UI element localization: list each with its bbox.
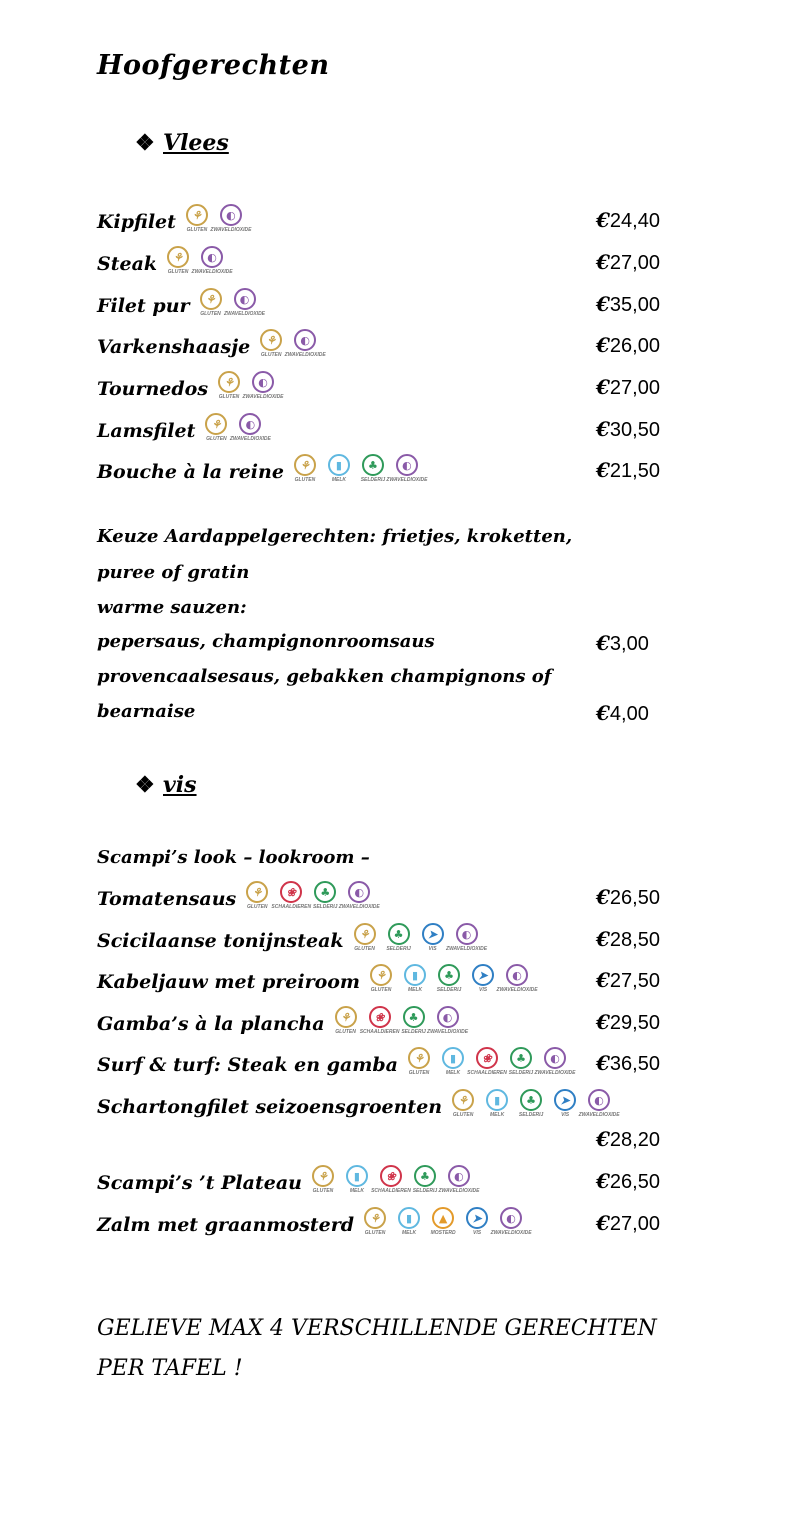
allergen-caption: GLUTEN (206, 436, 227, 442)
zwavel-icon: ◐ (437, 1006, 459, 1028)
allergen-caption: GLUTEN (408, 1070, 430, 1076)
zwavel-icon: ◐ (239, 413, 261, 435)
allergen-caption: ZWAVELDIOXIDE (446, 946, 488, 952)
gluten-allergen-icon (256, 329, 286, 358)
zwavel-icon: ◐ (294, 329, 316, 351)
schaal-allergen-icon (467, 1047, 507, 1076)
allergen-caption: ZWAVELDIOXIDE (191, 269, 233, 275)
selderij-icon: ♣ (510, 1047, 532, 1069)
gluten-icon: ⚘ (260, 329, 282, 351)
menu-item-row (97, 330, 677, 364)
allergen-caption: GLUTEN (200, 311, 221, 317)
allergen-caption: ZWAVELDIOXIDE (534, 1070, 576, 1076)
dish-name: Kipfilet (97, 211, 176, 233)
allergen-caption: GLUTEN (312, 1188, 334, 1194)
zwavel-allergen-icon (438, 1165, 480, 1194)
section-vis-heading (135, 772, 197, 798)
zwavel-allergen-icon (427, 1006, 469, 1035)
gluten-icon: ⚘ (246, 881, 268, 903)
selderij-allergen-icon (399, 1006, 429, 1035)
allergen-caption: GLUTEN (260, 352, 282, 358)
vis-allergen-icon (418, 923, 448, 952)
gluten-allergen-icon (201, 413, 231, 442)
melk-allergen-icon (400, 964, 430, 993)
sides-line: Keuze Aardappelgerechten: frietjes, kroketten, (97, 526, 573, 547)
dish-name: Surf & turf: Steak en gamba (97, 1054, 398, 1076)
dish-name: Tomatensaus (97, 888, 237, 910)
gluten-icon: ⚘ (335, 1006, 357, 1028)
dish-name: Bouche à la reine (97, 461, 284, 483)
zwavel-icon: ◐ (252, 371, 274, 393)
schaal-icon: ❀ (380, 1165, 402, 1187)
allergen-caption: VIS (561, 1112, 570, 1118)
menu-item-name (97, 371, 284, 400)
schaal-allergen-icon (271, 881, 312, 910)
allergen-caption: MELK (490, 1112, 505, 1118)
gluten-icon: ⚘ (408, 1047, 430, 1069)
allergen-icons (448, 1089, 620, 1118)
allergen-caption: GLUTEN (186, 227, 208, 233)
sides-line: pepersaus, champignonroomsaus (97, 631, 435, 652)
dish-name: Schartongfilet seizoensgroenten (97, 1096, 443, 1118)
allergen-caption: MELK (445, 1070, 461, 1076)
zwavel-allergen-icon (242, 371, 284, 400)
menu-item-row (97, 1048, 677, 1082)
menu-item-row (97, 965, 677, 999)
gluten-icon: ⚘ (167, 246, 189, 268)
notice-line: PER TAFEL ! (97, 1356, 243, 1381)
schaal-allergen-icon (371, 1165, 411, 1194)
zwavel-icon: ◐ (396, 454, 418, 476)
gluten-allergen-icon (163, 246, 193, 275)
sides-price: €4,00 (596, 701, 649, 725)
selderij-icon: ♣ (314, 881, 336, 903)
dish-name: Zalm met graanmosterd (97, 1214, 355, 1236)
menu-item-name (97, 923, 488, 952)
gluten-allergen-icon (350, 923, 380, 952)
gluten-allergen-icon (360, 1207, 390, 1236)
melk-icon: ▮ (346, 1165, 368, 1187)
zwavel-allergen-icon (496, 964, 538, 993)
allergen-caption: GLUTEN (246, 904, 268, 910)
menu-item-row (97, 455, 677, 489)
menu-item-row (97, 247, 677, 281)
menu-item-name (97, 454, 428, 483)
zwavel-allergen-icon (386, 454, 428, 483)
zwavel-allergen-icon (224, 288, 266, 317)
allergen-caption: SCHAALDIEREN (359, 1029, 400, 1035)
menu-item-row (97, 882, 677, 916)
gluten-icon: ⚘ (370, 964, 392, 986)
allergen-caption: SCHAALDIEREN (271, 904, 312, 910)
gluten-icon: ⚘ (452, 1089, 474, 1111)
menu-item-name (97, 1207, 532, 1236)
menu-item-row (97, 205, 677, 239)
allergen-caption: ZWAVELDIOXIDE (496, 987, 538, 993)
allergen-caption: GLUTEN (167, 269, 189, 275)
menu-item-row (97, 924, 677, 958)
dish-name: Scicilaanse tonijnsteak (97, 930, 344, 952)
allergen-caption: SELDERIJ (508, 1070, 534, 1076)
zwavel-icon: ◐ (201, 246, 223, 268)
menu-item-row (97, 372, 677, 406)
dish-name: Gamba’s à la plancha (97, 1013, 325, 1035)
melk-icon: ▮ (398, 1207, 420, 1229)
allergen-caption: MELK (349, 1188, 365, 1194)
vis-icon: ➤ (554, 1089, 576, 1111)
allergen-caption: GLUTEN (370, 987, 392, 993)
dish-name: Steak (97, 253, 158, 275)
allergen-icons (201, 413, 271, 442)
zwavel-allergen-icon (191, 246, 233, 275)
allergen-caption: ZWAVELDIOXIDE (490, 1230, 532, 1236)
zwavel-allergen-icon (490, 1207, 532, 1236)
menu-item-name (97, 1006, 469, 1035)
zwavel-icon: ◐ (500, 1207, 522, 1229)
selderij-allergen-icon (358, 454, 388, 483)
menu-item-row (97, 1124, 677, 1158)
mosterd-icon: ▲ (432, 1207, 454, 1229)
selderij-allergen-icon (434, 964, 464, 993)
vis-allergen-icon (550, 1089, 580, 1118)
dish-name: Tournedos (97, 378, 209, 400)
menu-item-price: €28,20 (596, 1127, 660, 1151)
allergen-caption: MELK (401, 1230, 417, 1236)
allergen-caption: MOSTERD (430, 1230, 456, 1236)
zwavel-icon: ◐ (544, 1047, 566, 1069)
menu-item-row (97, 414, 677, 448)
melk-icon: ▮ (486, 1089, 508, 1111)
allergen-icons (214, 371, 284, 400)
gluten-allergen-icon (290, 454, 320, 483)
menu-item-name (97, 329, 326, 358)
dish-name: Varkenshaasje (97, 336, 251, 358)
zwavel-allergen-icon (210, 204, 252, 233)
selderij-icon: ♣ (520, 1089, 542, 1111)
allergen-icons (196, 288, 266, 317)
zwavel-icon: ◐ (506, 964, 528, 986)
vis-intro: Scampi’s look – lookroom – (97, 847, 370, 868)
schaal-allergen-icon (359, 1006, 400, 1035)
section-vlees-heading (135, 130, 229, 156)
gluten-allergen-icon (196, 288, 226, 317)
allergen-caption: VIS (479, 987, 488, 993)
selderij-icon: ♣ (403, 1006, 425, 1028)
vis-allergen-icon (462, 1207, 492, 1236)
zwavel-allergen-icon (534, 1047, 576, 1076)
gluten-allergen-icon (448, 1089, 478, 1118)
menu-item-price: €30,50 (596, 417, 660, 441)
melk-allergen-icon (394, 1207, 424, 1236)
allergen-caption: MELK (407, 987, 423, 993)
section-vis-title: vis (163, 772, 197, 798)
allergen-caption: SCHAALDIEREN (371, 1188, 411, 1194)
melk-icon: ▮ (442, 1047, 464, 1069)
allergen-icons (404, 1047, 576, 1076)
melk-icon: ▮ (328, 454, 350, 476)
gluten-icon: ⚘ (186, 204, 208, 226)
zwavel-icon: ◐ (348, 881, 370, 903)
menu-item-price: €21,50 (596, 458, 660, 482)
allergen-icons (308, 1165, 480, 1194)
schaal-icon: ❀ (280, 881, 302, 903)
zwavel-icon: ◐ (456, 923, 478, 945)
allergen-caption: SELDERIJ (386, 946, 411, 952)
selderij-allergen-icon (506, 1047, 536, 1076)
gluten-icon: ⚘ (218, 371, 240, 393)
allergen-icons (350, 923, 488, 952)
allergen-caption: SELDERIJ (412, 1188, 438, 1194)
sides-line: bearnaise (97, 701, 196, 722)
allergen-caption: MELK (331, 477, 346, 483)
dish-name: Lamsfilet (97, 420, 196, 442)
melk-allergen-icon (324, 454, 354, 483)
gluten-icon: ⚘ (200, 288, 222, 310)
vis-icon: ➤ (472, 964, 494, 986)
menu-item-name (97, 1165, 480, 1194)
allergen-caption: GLUTEN (364, 1230, 386, 1236)
selderij-icon: ♣ (414, 1165, 436, 1187)
melk-icon: ▮ (404, 964, 426, 986)
allergen-caption: SELDERIJ (401, 1029, 426, 1035)
gluten-allergen-icon (331, 1006, 361, 1035)
gluten-allergen-icon (182, 204, 212, 233)
zwavel-icon: ◐ (588, 1089, 610, 1111)
mosterd-allergen-icon (428, 1207, 458, 1236)
allergen-caption: GLUTEN (335, 1029, 356, 1035)
menu-item-price: €27,50 (596, 968, 660, 992)
gluten-icon: ⚘ (312, 1165, 334, 1187)
zwavel-icon: ◐ (234, 288, 256, 310)
menu-item-row (97, 1166, 677, 1200)
sides-price: €3,00 (596, 631, 649, 655)
schaal-icon: ❀ (369, 1006, 391, 1028)
zwavel-icon: ◐ (220, 204, 242, 226)
menu-item-price: €26,50 (596, 1169, 660, 1193)
dish-name: Filet pur (97, 295, 190, 317)
menu-item-row (97, 1208, 677, 1242)
melk-allergen-icon (482, 1089, 512, 1118)
schaal-icon: ❀ (476, 1047, 498, 1069)
menu-item-price: €26,00 (596, 333, 660, 357)
melk-allergen-icon (438, 1047, 468, 1076)
menu-item-price: €35,00 (596, 292, 660, 316)
allergen-caption: ZWAVELDIOXIDE (210, 227, 252, 233)
allergen-caption: GLUTEN (452, 1112, 474, 1118)
gluten-icon: ⚘ (364, 1207, 386, 1229)
selderij-allergen-icon (410, 1165, 440, 1194)
zwavel-allergen-icon (578, 1089, 620, 1118)
menu-item-price: €29,50 (596, 1010, 660, 1034)
menu-item-price: €36,50 (596, 1051, 660, 1075)
gluten-icon: ⚘ (294, 454, 316, 476)
zwavel-allergen-icon (229, 413, 271, 442)
zwavel-icon: ◐ (448, 1165, 470, 1187)
allergen-caption: SCHAALDIEREN (467, 1070, 507, 1076)
menu-item-name (97, 246, 233, 275)
selderij-icon: ♣ (438, 964, 460, 986)
dish-name: Kabeljauw met preiroom (97, 971, 361, 993)
allergen-caption: GLUTEN (218, 394, 240, 400)
menu-item-name (97, 881, 380, 910)
allergen-icons (242, 881, 380, 910)
gluten-allergen-icon (308, 1165, 338, 1194)
allergen-caption: ZWAVELDIOXIDE (386, 477, 428, 483)
dish-name: Scampi’s ’t Plateau (97, 1172, 302, 1194)
menu-item-price: €28,50 (596, 927, 660, 951)
vis-icon: ➤ (422, 923, 444, 945)
allergen-icons (256, 329, 326, 358)
notice-line: GELIEVE MAX 4 VERSCHILLENDE GERECHTEN (97, 1316, 657, 1341)
allergen-caption: ZWAVELDIOXIDE (242, 394, 284, 400)
selderij-allergen-icon (516, 1089, 546, 1118)
zwavel-allergen-icon (338, 881, 380, 910)
page-title: Hoofgerechten (97, 50, 330, 81)
zwavel-allergen-icon (284, 329, 326, 358)
allergen-caption: ZWAVELDIOXIDE (284, 352, 326, 358)
allergen-icons (360, 1207, 532, 1236)
sides-line: puree of gratin (97, 562, 250, 583)
menu-item-price: €26,50 (596, 885, 660, 909)
menu-item-name (97, 1089, 620, 1118)
allergen-caption: ZWAVELDIOXIDE (338, 904, 380, 910)
allergen-caption: VIS (428, 946, 437, 952)
selderij-allergen-icon (384, 923, 414, 952)
vis-allergen-icon (468, 964, 498, 993)
melk-allergen-icon (342, 1165, 372, 1194)
sides-line: provencaalsesaus, gebakken champignons of (97, 666, 552, 687)
section-vlees-title: Vlees (163, 130, 229, 156)
selderij-icon: ♣ (388, 923, 410, 945)
menu-item-price: €24,40 (596, 208, 660, 232)
menu-item-row (97, 1007, 677, 1041)
allergen-caption: SELDERIJ (436, 987, 462, 993)
allergen-caption: ZWAVELDIOXIDE (427, 1029, 469, 1035)
allergen-caption: VIS (473, 1230, 482, 1236)
diamond-bullet-icon: ❖ (135, 130, 155, 156)
selderij-icon: ♣ (362, 454, 384, 476)
allergen-icons (366, 964, 538, 993)
vis-icon: ➤ (466, 1207, 488, 1229)
gluten-icon: ⚘ (205, 413, 227, 435)
menu-item-name (97, 1047, 576, 1076)
allergen-icons (290, 454, 428, 483)
menu-item-row (97, 1090, 677, 1124)
diamond-bullet-icon: ❖ (135, 772, 155, 798)
allergen-caption: GLUTEN (294, 477, 316, 483)
menu-item-price: €27,00 (596, 250, 660, 274)
allergen-caption: ZWAVELDIOXIDE (438, 1188, 480, 1194)
menu-item-price: €27,00 (596, 375, 660, 399)
allergen-icons (331, 1006, 469, 1035)
allergen-icons (163, 246, 233, 275)
allergen-caption: ZWAVELDIOXIDE (224, 311, 266, 317)
allergen-caption: GLUTEN (354, 946, 375, 952)
menu-item-name (97, 413, 271, 442)
gluten-allergen-icon (366, 964, 396, 993)
menu-item-row (97, 289, 677, 323)
gluten-allergen-icon (404, 1047, 434, 1076)
gluten-allergen-icon (242, 881, 272, 910)
sides-line: warme sauzen: (97, 597, 247, 618)
allergen-icons (182, 204, 252, 233)
menu-item-name (97, 964, 538, 993)
gluten-icon: ⚘ (354, 923, 376, 945)
menu-item-name (97, 204, 252, 233)
menu-item-name (97, 288, 266, 317)
allergen-caption: SELDERIJ (360, 477, 386, 483)
allergen-caption: SELDERIJ (518, 1112, 544, 1118)
selderij-allergen-icon (310, 881, 340, 910)
allergen-caption: SELDERIJ (313, 904, 338, 910)
menu-item-price: €27,00 (596, 1211, 660, 1235)
allergen-caption: ZWAVELDIOXIDE (229, 436, 271, 442)
zwavel-allergen-icon (446, 923, 488, 952)
allergen-caption: ZWAVELDIOXIDE (578, 1112, 620, 1118)
gluten-allergen-icon (214, 371, 244, 400)
